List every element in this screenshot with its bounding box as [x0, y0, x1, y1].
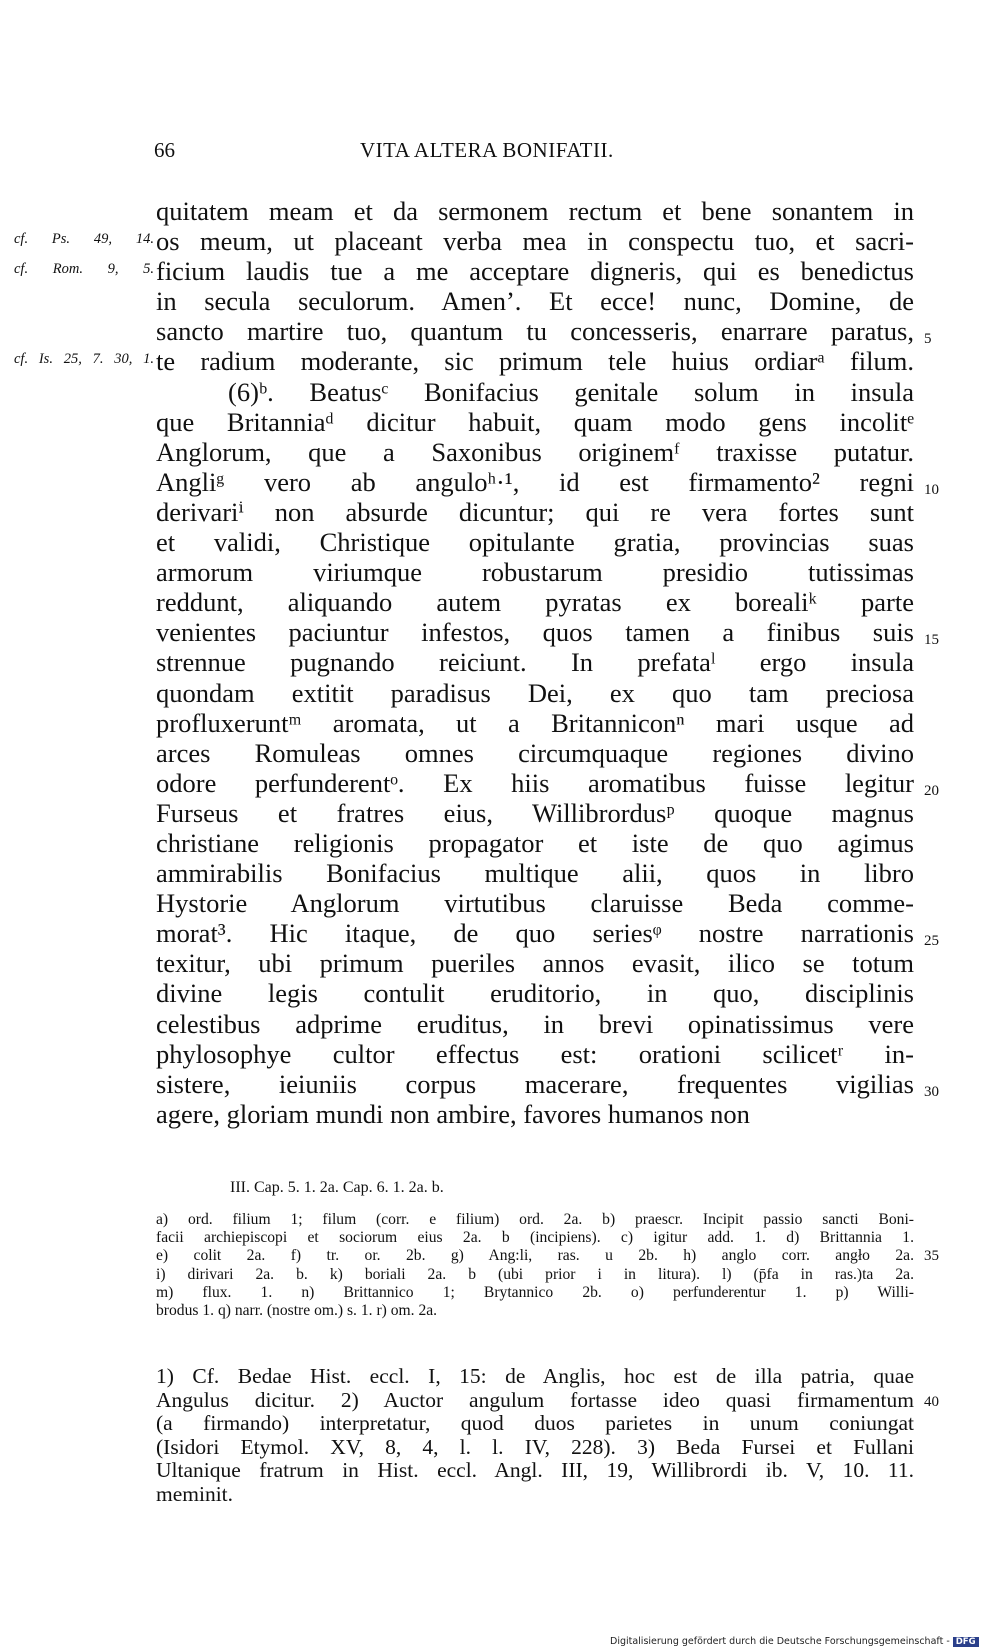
page-header	[0, 138, 1000, 174]
margin-reference: cf. Ps. 49, 14.	[14, 231, 154, 248]
text-line	[156, 1009, 914, 1039]
dfg-logo: DFG	[953, 1637, 979, 1647]
line-text: Anglorum, que a Saxonibus originemᶠ traxisse putatur.	[156, 436, 914, 467]
text-line	[156, 1039, 914, 1069]
line-number: 5	[924, 331, 932, 348]
main-text	[14, 196, 939, 1129]
line-text: derivariⁱ non absurde dicuntur; qui re vera fortes sunt	[156, 496, 914, 527]
line-number: 20	[924, 782, 939, 799]
margin-reference: cf. Is. 25, 7. 30, 1.	[14, 351, 154, 368]
note-text: 1) Cf. Bedae Hist. eccl. I, 15: de Anglis, hoc est de illa patria, quae	[156, 1364, 914, 1388]
line-number: 15	[924, 632, 939, 649]
text-line	[156, 798, 914, 828]
apparatus-text: facii archiepiscopi et sociorum eius 2a. b (incipiens). c) igitur add. 1. d) Brittannia 1.	[156, 1229, 914, 1247]
text-line	[156, 497, 914, 527]
line-number: 35	[924, 1248, 939, 1265]
text-line	[156, 557, 914, 587]
text-line	[156, 286, 914, 316]
text-line	[156, 466, 939, 498]
text-line	[156, 647, 914, 677]
note-line	[156, 1387, 939, 1413]
line-text: quitatem meam et da sermonem rectum et bene sonantem in	[156, 196, 914, 226]
text-line	[156, 828, 914, 858]
line-text: (6)ᵇ. Beatusᶜ Bonifacius genitale solum in insula	[228, 376, 914, 407]
line-text: texitur, ubi primum pueriles annos evasit, ilico se totum	[156, 948, 914, 979]
line-number: 10	[924, 481, 939, 498]
footer-text: Digitalisierung gefördert durch die Deutsche Forschungsgemeinschaft -	[610, 1636, 950, 1647]
note-line	[156, 1365, 914, 1389]
line-text: christiane religionis propagator et iste de quo agimus	[156, 827, 914, 858]
line-text: reddunt, aliquando autem pyratas ex borealiᵏ parte	[156, 587, 914, 618]
text-line	[156, 587, 914, 617]
line-text: in secula seculorum. Amen’. Et ecce! nunc, Domine, de	[156, 286, 914, 317]
line-text: ficium laudis tue a me acceptare digneris, qui es benedictus	[156, 256, 914, 287]
apparatus-line	[156, 1284, 914, 1302]
apparatus-text: a) ord. filium 1; filum (corr. e filium) ord. 2a. b) praescr. Incipit passio sancti Boni-	[156, 1211, 914, 1228]
apparatus-line	[156, 1302, 914, 1320]
note-line	[156, 1483, 914, 1507]
digitization-footer	[610, 1636, 979, 1647]
text-line	[156, 948, 914, 978]
text-line	[156, 708, 914, 738]
margin-reference: cf. Rom. 9, 5.	[14, 261, 154, 278]
line-text: profluxeruntᵐ aromata, ut a Britanniconⁿ mari usque ad	[156, 707, 914, 738]
text-line	[156, 437, 914, 467]
text-line	[156, 316, 932, 348]
note-text: meminit.	[156, 1481, 234, 1506]
line-text: os meum, ut placeant verba mea in conspectu tuo, et sacri-	[156, 226, 914, 257]
note-text: Angulus dicitur. 2) Auctor angulum fortasse ideo quasi firmamentum	[156, 1387, 914, 1412]
footnotes	[156, 1364, 939, 1507]
text-line	[156, 678, 914, 708]
line-text: armorum viriumque robustarum presidio tutissimas	[156, 557, 914, 588]
apparatus-line	[156, 1229, 914, 1247]
text-line	[14, 346, 914, 377]
text-line	[156, 767, 939, 799]
apparatus-line	[156, 1247, 939, 1265]
text-line	[156, 858, 914, 888]
line-text: Furseus et fratres eius, Willibrordusᵖ quoque magnus	[156, 797, 914, 828]
text-line	[156, 1068, 939, 1100]
note-line	[156, 1436, 914, 1460]
line-text: sistere, ieiuniis corpus macerare, frequentes vigilias	[156, 1068, 914, 1099]
line-number: 25	[924, 933, 939, 950]
line-text: phylosophye cultor effectus est: orationi scilicetʳ in-	[156, 1038, 914, 1069]
text-line	[14, 226, 914, 257]
note-line	[156, 1412, 914, 1436]
text-line	[156, 196, 914, 226]
text-line	[156, 738, 914, 768]
line-text: et validi, Christique opitulante gratia, provincias suas	[156, 527, 914, 558]
note-line	[156, 1459, 914, 1483]
text-line	[14, 256, 914, 287]
text-line	[156, 527, 914, 557]
page-number: 66	[154, 138, 175, 162]
line-text: strennue pugnando reiciunt. In prefataˡ ergo insula	[156, 647, 914, 678]
line-text: quondam extitit paradisus Dei, ex quo tam preciosa	[156, 677, 914, 708]
note-text: (a firmando) interpretatur, quod duos parietes in unum coniungat	[156, 1411, 914, 1436]
text-line	[156, 1099, 914, 1129]
line-text: Hystorie Anglorum virtutibus claruisse Beda comme-	[156, 888, 914, 919]
text-line	[156, 888, 914, 918]
line-text: Angliᵍ vero ab anguloʰ·¹, id est firmamento² regni	[156, 466, 914, 497]
note-text: Ultanique fratrum in Hist. eccl. Angl. III, 19, Willibrordi ib. V, 10. 11.	[156, 1458, 914, 1483]
line-text: arces Romuleas omnes circumquaque regiones divino	[156, 737, 914, 768]
running-title: VITA ALTERA BONIFATII.	[360, 138, 614, 162]
note-text: (Isidori Etymol. XV, 8, 4, l. l. IV, 228). 3) Beda Fursei et Fullani	[156, 1434, 914, 1459]
line-number: 40	[924, 1393, 939, 1410]
line-text: odore perfunderentᵒ. Ex hiis aromatibus fuisse legitur	[156, 767, 914, 798]
apparatus-text: i) dirivari 2a. b. k) boriali 2a. b (ubi prior i in litura). l) (p̄fa in ras.)ta 2a.	[156, 1265, 914, 1283]
apparatus-text: m) flux. 1. n) Brittannico 1; Brytannico 2b. o) perfunderentur 1. p) Willi-	[156, 1283, 914, 1301]
line-text: ammirabilis Bonifacius multique alii, quos in libro	[156, 858, 914, 889]
line-text: que Britanniaᵈ dicitur habuit, quam modo gens incolitᵉ	[156, 406, 914, 437]
text-line	[156, 978, 914, 1008]
line-number: 30	[924, 1083, 939, 1100]
critical-apparatus	[156, 1211, 939, 1320]
apparatus-line	[156, 1266, 914, 1284]
line-text: agere, gloriam mundi non ambire, favores humanos non	[156, 1098, 750, 1129]
apparatus-text: brodus 1. q) narr. (nostre om.) s. 1. r) om. 2a.	[156, 1301, 438, 1319]
apparatus-heading: III. Cap. 5. 1. 2a. Cap. 6. 1. 2a. b.	[230, 1179, 444, 1196]
apparatus-line	[156, 1211, 914, 1229]
text-line	[156, 918, 939, 950]
line-text: sancto martire tuo, quantum tu concesseris, enarrare paratus,	[156, 316, 914, 347]
line-text: celestibus adprime eruditus, in brevi opinatissimus vere	[156, 1008, 914, 1039]
apparatus-text: e) colit 2a. f) tr. or. 2b. g) Ang:li, ras. u 2b. h) anglo corr. angło 2a.	[156, 1247, 914, 1265]
line-text: te radium moderante, sic primum tele huius ordiarᵃ filum.	[156, 346, 914, 377]
line-text: venientes paciuntur infestos, quos tamen a finibus suis	[156, 617, 914, 648]
text-line	[156, 617, 939, 649]
text-line	[156, 407, 914, 437]
text-line	[156, 377, 914, 407]
line-text: morat³. Hic itaque, de quo seriesᵠ nostre narrationis	[156, 918, 914, 949]
line-text: divine legis contulit eruditorio, in quo, disciplinis	[156, 978, 914, 1009]
